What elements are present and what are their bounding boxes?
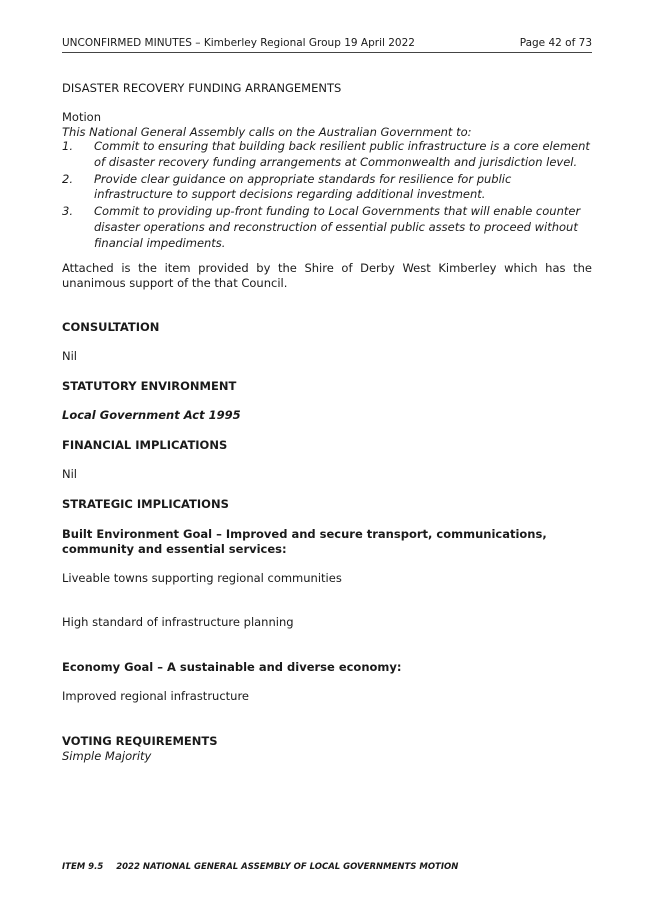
section-title: DISASTER RECOVERY FUNDING ARRANGEMENTS: [62, 81, 342, 95]
consultation-body: Nil: [62, 349, 77, 363]
page-header: [62, 37, 592, 53]
financial-body: Nil: [62, 467, 77, 481]
page-footer: [62, 862, 468, 872]
built-environment-goal: Built Environment Goal – Improved and secure transport, communications, community and essential services:: [62, 527, 547, 556]
motion-item-number: 1.: [62, 139, 73, 153]
statutory-heading: STATUTORY ENVIRONMENT: [62, 379, 237, 393]
voting-heading: VOTING REQUIREMENTS: [62, 734, 218, 748]
motion-item-number: 2.: [62, 171, 73, 186]
goal-item: Liveable towns supporting regional communities: [62, 571, 342, 585]
footer-item-number: ITEM 9.5: [62, 862, 104, 872]
motion-list: [62, 139, 592, 253]
goal-item: High standard of infrastructure planning: [62, 615, 294, 629]
attached-paragraph: Attached is the item provided by the Shire of Derby West Kimberley which has the unanimous support of the that Council.: [62, 261, 592, 290]
header-title: UNCONFIRMED MINUTES – Kimberley Regional Group 19 April 2022: [62, 37, 415, 49]
motion-intro: This National General Assembly calls on the Australian Government to:: [62, 125, 472, 139]
motion-item-text: Provide clear guidance on appropriate standards for resilience for public infrastructure to support decisions regarding additional investment.: [94, 171, 512, 202]
goal-item: Improved regional infrastructure: [62, 689, 250, 703]
consultation-heading: CONSULTATION: [62, 320, 160, 334]
page-number: Page 42 of 73: [519, 37, 592, 49]
footer-title: 2022 NATIONAL GENERAL ASSEMBLY OF LOCAL GOVERNMENTS MOTION: [116, 862, 459, 872]
economy-goal: Economy Goal – A sustainable and diverse economy:: [62, 660, 402, 674]
motion-item-text: Commit to ensuring that building back resilient public infrastructure is a core element of disaster recovery funding arrangements at Commonwealth and jurisdiction level.: [94, 139, 590, 169]
motion-item-text: Commit to providing up-front funding to Local Governments that will enable counter disaster operations and reconstruction of essential public assets to proceed without financial impediments.: [94, 204, 581, 250]
motion-label: Motion: [62, 110, 101, 124]
voting-body: Simple Majority: [62, 749, 152, 763]
strategic-heading: STRATEGIC IMPLICATIONS: [62, 497, 229, 511]
motion-item-number: 3.: [62, 204, 73, 219]
motion-item: [62, 139, 592, 171]
motion-item: [62, 172, 592, 204]
statutory-body: Local Government Act 1995: [62, 408, 241, 422]
motion-item: [62, 204, 592, 251]
financial-heading: FINANCIAL IMPLICATIONS: [62, 438, 228, 452]
